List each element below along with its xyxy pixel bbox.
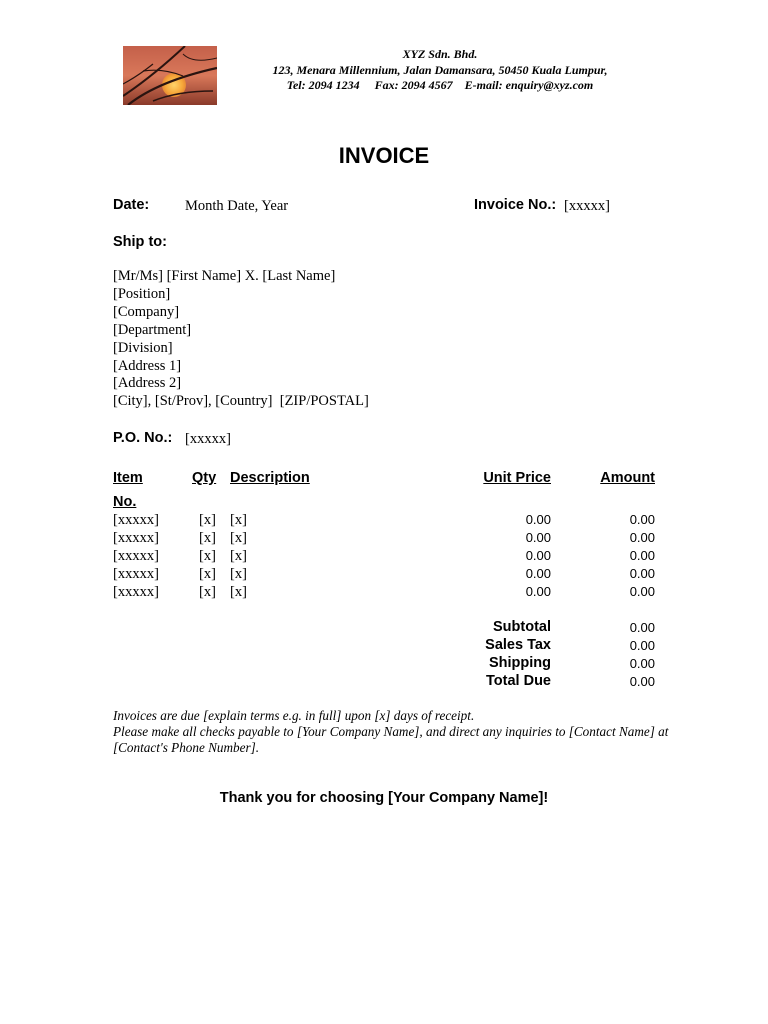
description: [x] — [230, 548, 247, 564]
description: [x] — [230, 530, 247, 546]
qty: [x] — [199, 566, 216, 582]
company-logo — [123, 46, 217, 105]
shipping-row — [0, 655, 768, 673]
ship-to-line: [Mr/Ms] [First Name] X. [Last Name] — [113, 268, 336, 284]
description: [x] — [230, 566, 247, 582]
company-name: XYZ Sdn. Bhd. — [402, 47, 478, 61]
sales-tax-value: 0.00 — [629, 638, 655, 653]
date-label: Date: — [113, 197, 150, 213]
subtotal-label: Subtotal — [493, 619, 551, 635]
description: [x] — [230, 512, 247, 528]
amount: 0.00 — [629, 512, 655, 527]
sales-tax-label: Sales Tax — [485, 637, 551, 653]
amount: 0.00 — [629, 566, 655, 581]
table-row — [0, 547, 768, 565]
amount: 0.00 — [629, 548, 655, 563]
table-row — [0, 583, 768, 601]
unit-price: 0.00 — [525, 530, 551, 545]
item-no: [xxxxx] — [113, 512, 159, 528]
table-row — [0, 529, 768, 547]
unit-price: 0.00 — [525, 548, 551, 563]
po-no-value: [xxxxx] — [185, 431, 231, 447]
header-item: Item — [113, 470, 143, 486]
qty: [x] — [199, 548, 216, 564]
item-no: [xxxxx] — [113, 584, 159, 600]
shipping-label: Shipping — [488, 655, 551, 671]
header-amount: Amount — [600, 470, 655, 486]
qty: [x] — [199, 512, 216, 528]
sales-tax-row — [0, 637, 768, 655]
ship-to-label: Ship to: — [113, 234, 167, 250]
total-due-value: 0.00 — [629, 674, 655, 689]
ship-to-line: [City], [St/Prov], [Country] [ZIP/POSTAL] — [113, 393, 369, 410]
ship-to-address — [113, 268, 369, 411]
amount: 0.00 — [629, 530, 655, 545]
header-item-no: No. — [113, 494, 137, 510]
qty: [x] — [199, 584, 216, 600]
invoice-no-label: Invoice No.: — [474, 197, 557, 213]
item-no: [xxxxx] — [113, 548, 159, 564]
total-due-label: Total Due — [486, 673, 551, 689]
date-value: Month Date, Year — [185, 198, 289, 214]
table-row — [0, 511, 768, 529]
header-unit-price: Unit Price — [483, 470, 551, 486]
ship-to-line: [Division] — [113, 339, 173, 356]
item-no: [xxxxx] — [113, 566, 159, 582]
sunset-logo-image — [123, 46, 217, 105]
subtotal-row — [0, 619, 768, 637]
payment-terms — [113, 708, 673, 756]
invoice-no-value: [xxxxx] — [564, 198, 610, 214]
terms-line: Invoices are due [explain terms e.g. in full] upon [x] days of receipt. — [113, 708, 475, 723]
thank-you-message: Thank you for choosing [Your Company Name]! — [219, 790, 549, 806]
table-row — [0, 565, 768, 583]
ship-to-line: [Position] — [113, 285, 171, 302]
po-no-label: P.O. No.: — [113, 430, 173, 446]
ship-to-line: [Address 1] — [113, 357, 182, 374]
header-description: Description — [230, 470, 310, 486]
item-no: [xxxxx] — [113, 530, 159, 546]
total-due-row — [0, 673, 768, 691]
header-qty: Qty — [192, 470, 217, 486]
company-contact: Tel: 2094 1234 Fax: 2094 4567 E-mail: enquiry@xyz.com — [286, 78, 594, 92]
ship-to-line: [Address 2] — [113, 375, 182, 392]
unit-price: 0.00 — [525, 584, 551, 599]
shipping-value: 0.00 — [629, 656, 655, 671]
description: [x] — [230, 584, 247, 600]
unit-price: 0.00 — [525, 512, 551, 527]
company-header — [250, 47, 630, 94]
subtotal-value: 0.00 — [629, 620, 655, 635]
company-address: 123, Menara Millennium, Jalan Damansara, 50450 Kuala Lumpur, — [272, 62, 608, 77]
unit-price: 0.00 — [525, 566, 551, 581]
ship-to-line: [Company] — [113, 303, 180, 320]
terms-line: Please make all checks payable to [Your Company Name], and direct any inquiries to [Contact Name] at [Contact's Phone Number]. — [113, 724, 669, 755]
amount: 0.00 — [629, 584, 655, 599]
ship-to-line: [Department] — [113, 321, 192, 338]
qty: [x] — [199, 530, 216, 546]
invoice-title: INVOICE — [338, 143, 430, 168]
